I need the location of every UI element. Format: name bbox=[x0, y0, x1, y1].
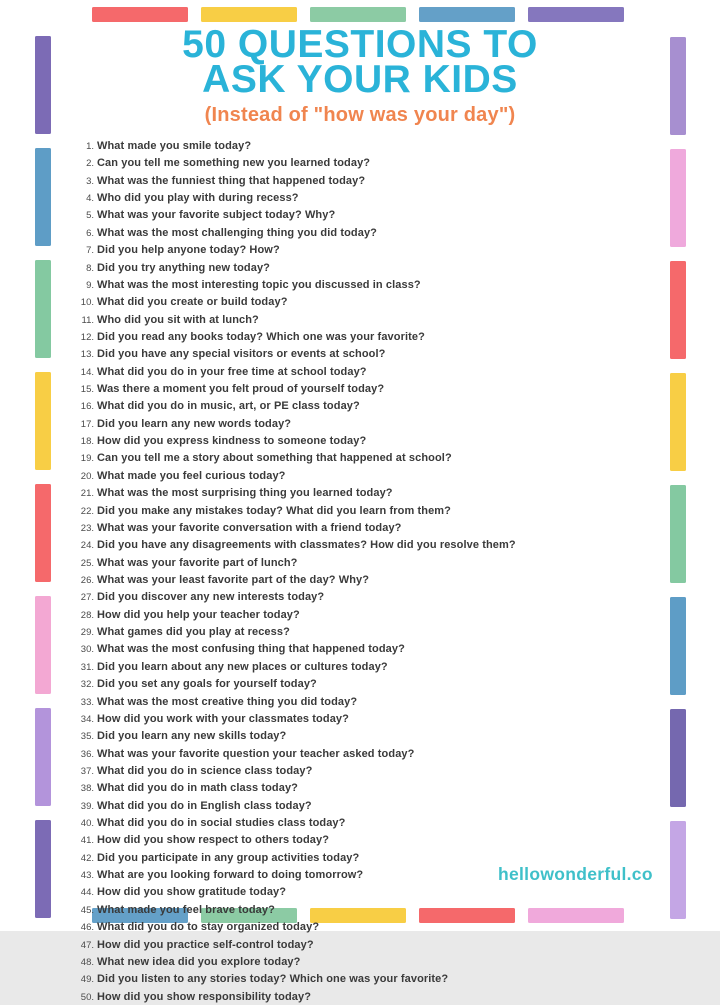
question-item bbox=[68, 311, 643, 328]
question-item bbox=[68, 432, 643, 449]
question-number: 47. bbox=[80, 939, 94, 951]
question-number: 18. bbox=[80, 436, 94, 448]
question-number: 38. bbox=[80, 783, 94, 795]
question-number: 15. bbox=[80, 384, 94, 396]
question-item bbox=[68, 970, 643, 987]
question-text: What was your favorite part of lunch? bbox=[97, 556, 298, 569]
question-item bbox=[68, 675, 643, 692]
question-item bbox=[68, 658, 643, 675]
question-text: What made you feel brave today? bbox=[97, 903, 275, 916]
question-text: What games did you play at recess? bbox=[97, 626, 290, 639]
question-item bbox=[68, 936, 643, 953]
question-number: 42. bbox=[80, 852, 94, 864]
border-bar bbox=[670, 821, 686, 919]
top-border-bars bbox=[92, 7, 624, 22]
border-bar bbox=[670, 597, 686, 695]
question-item bbox=[68, 883, 643, 900]
title-line-2: ASK YOUR KIDS bbox=[202, 58, 518, 101]
question-item bbox=[68, 814, 643, 831]
question-text: What was the most confusing thing that happened today? bbox=[97, 643, 405, 656]
border-bar bbox=[670, 149, 686, 247]
question-text: Did you have any special visitors or events at school? bbox=[97, 348, 386, 361]
question-item bbox=[68, 519, 643, 536]
question-number: 22. bbox=[80, 505, 94, 517]
question-text: What did you do in music, art, or PE class today? bbox=[97, 400, 360, 413]
website-credit: hellowonderful.co bbox=[498, 864, 653, 884]
question-text: How did you express kindness to someone today? bbox=[97, 435, 367, 448]
question-item bbox=[68, 901, 643, 918]
question-text: How did you show respect to others today? bbox=[97, 834, 330, 847]
question-number: 8. bbox=[86, 262, 94, 274]
question-number: 28. bbox=[80, 609, 94, 621]
question-item bbox=[68, 988, 643, 1005]
question-number: 36. bbox=[80, 748, 94, 760]
left-border-bars bbox=[35, 36, 51, 918]
question-number: 30. bbox=[80, 644, 94, 656]
question-item bbox=[68, 484, 643, 501]
question-text: Did you help anyone today? How? bbox=[97, 244, 280, 257]
question-text: What was your favorite conversation with a friend today? bbox=[97, 521, 402, 534]
question-number: 4. bbox=[86, 193, 94, 205]
question-item bbox=[68, 536, 643, 553]
question-number: 6. bbox=[86, 227, 94, 239]
question-text: Did you set any goals for yourself today? bbox=[97, 678, 317, 691]
question-number: 45. bbox=[80, 904, 94, 916]
border-bar bbox=[310, 7, 406, 22]
title-line-1: 50 QUESTIONS TO bbox=[182, 23, 538, 66]
question-text: What was your least favorite part of the day? Why? bbox=[97, 573, 370, 586]
question-text: Can you tell me something new you learned today? bbox=[97, 157, 371, 170]
question-text: How did you work with your classmates today? bbox=[97, 712, 349, 725]
question-item bbox=[68, 693, 643, 710]
question-item bbox=[68, 710, 643, 727]
question-item bbox=[68, 241, 643, 258]
question-item bbox=[68, 172, 643, 189]
question-text: What was the most creative thing you did today? bbox=[97, 695, 358, 708]
question-text: Did you read any books today? Which one was your favorite? bbox=[97, 330, 425, 343]
border-bar bbox=[35, 372, 51, 470]
question-number: 17. bbox=[80, 418, 94, 430]
question-text: What did you do in math class today? bbox=[97, 782, 299, 795]
question-number: 23. bbox=[80, 522, 94, 534]
question-number: 3. bbox=[86, 175, 94, 187]
question-text: How did you practice self-control today? bbox=[97, 938, 314, 951]
question-number: 24. bbox=[80, 540, 94, 552]
question-text: What did you create or build today? bbox=[97, 296, 288, 309]
question-number: 41. bbox=[80, 835, 94, 847]
question-item bbox=[68, 467, 643, 484]
question-text: Did you learn about any new places or cultures today? bbox=[97, 660, 388, 673]
question-number: 39. bbox=[80, 800, 94, 812]
question-item bbox=[68, 328, 643, 345]
question-item bbox=[68, 154, 643, 171]
question-number: 7. bbox=[86, 245, 94, 257]
question-item bbox=[68, 623, 643, 640]
question-number: 21. bbox=[80, 488, 94, 500]
question-number: 25. bbox=[80, 557, 94, 569]
question-number: 31. bbox=[80, 661, 94, 673]
question-number: 9. bbox=[86, 279, 94, 291]
question-text: How did you help your teacher today? bbox=[97, 608, 300, 621]
question-item bbox=[68, 380, 643, 397]
border-bar bbox=[35, 596, 51, 694]
question-item bbox=[68, 606, 643, 623]
question-item bbox=[68, 727, 643, 744]
question-item bbox=[68, 449, 643, 466]
question-text: How did you show responsibility today? bbox=[97, 990, 312, 1003]
border-bar bbox=[419, 7, 515, 22]
question-item bbox=[68, 640, 643, 657]
border-bar bbox=[201, 7, 297, 22]
question-item bbox=[68, 745, 643, 762]
question-number: 27. bbox=[80, 592, 94, 604]
border-bar bbox=[528, 7, 624, 22]
right-border-bars bbox=[670, 37, 686, 919]
border-bar bbox=[35, 260, 51, 358]
question-item bbox=[68, 797, 643, 814]
question-text: Did you try anything new today? bbox=[97, 261, 270, 274]
border-bar bbox=[670, 261, 686, 359]
question-text: Did you discover any new interests today? bbox=[97, 591, 325, 604]
question-number: 37. bbox=[80, 765, 94, 777]
question-number: 44. bbox=[80, 887, 94, 899]
question-number: 2. bbox=[86, 158, 94, 170]
question-item bbox=[68, 259, 643, 276]
question-number: 46. bbox=[80, 922, 94, 934]
question-item bbox=[68, 554, 643, 571]
question-number: 48. bbox=[80, 956, 94, 968]
question-item bbox=[68, 345, 643, 362]
question-item bbox=[68, 779, 643, 796]
border-bar bbox=[670, 485, 686, 583]
question-text: What was the most surprising thing you learned today? bbox=[97, 487, 393, 500]
border-bar bbox=[92, 7, 188, 22]
border-bar bbox=[35, 820, 51, 918]
question-number: 16. bbox=[80, 401, 94, 413]
question-text: What made you feel curious today? bbox=[97, 469, 286, 482]
question-item bbox=[68, 397, 643, 414]
question-text: What did you do in your free time at school today? bbox=[97, 365, 367, 378]
question-number: 10. bbox=[80, 297, 94, 309]
question-number: 43. bbox=[80, 870, 94, 882]
border-bar bbox=[35, 484, 51, 582]
question-item bbox=[68, 363, 643, 380]
question-item bbox=[68, 276, 643, 293]
question-number: 13. bbox=[80, 349, 94, 361]
question-text: What was the most challenging thing you did today? bbox=[97, 226, 378, 239]
question-item bbox=[68, 762, 643, 779]
question-number: 33. bbox=[80, 696, 94, 708]
question-item bbox=[68, 502, 643, 519]
question-text: How did you show gratitude today? bbox=[97, 886, 287, 899]
question-text: What was the funniest thing that happened today? bbox=[97, 174, 366, 187]
question-text: What did you do in social studies class today? bbox=[97, 817, 346, 830]
page-title bbox=[0, 23, 720, 101]
question-item bbox=[68, 953, 643, 970]
question-text: What did you do in science class today? bbox=[97, 764, 313, 777]
question-text: What was your favorite question your teacher asked today? bbox=[97, 747, 415, 760]
question-item bbox=[68, 206, 643, 223]
question-text: Did you learn any new words today? bbox=[97, 417, 292, 430]
question-number: 26. bbox=[80, 574, 94, 586]
question-number: 14. bbox=[80, 366, 94, 378]
question-number: 32. bbox=[80, 679, 94, 691]
question-number: 1. bbox=[86, 141, 94, 152]
question-number: 34. bbox=[80, 713, 94, 725]
question-text: Did you make any mistakes today? What did you learn from them? bbox=[97, 504, 451, 517]
question-number: 49. bbox=[80, 974, 94, 986]
border-bar bbox=[670, 709, 686, 807]
question-text: Did you have any disagreements with classmates? How did you resolve them? bbox=[97, 539, 516, 552]
question-text: What made you smile today? bbox=[97, 140, 252, 152]
question-text: Did you participate in any group activities today? bbox=[97, 851, 360, 864]
question-number: 35. bbox=[80, 731, 94, 743]
question-text: What are you looking forward to doing tomorrow? bbox=[97, 869, 364, 882]
question-text: What new idea did you explore today? bbox=[97, 955, 301, 968]
question-text: What was your favorite subject today? Why? bbox=[97, 209, 336, 222]
question-item bbox=[68, 137, 643, 154]
question-text: Was there a moment you felt proud of yourself today? bbox=[97, 383, 385, 396]
border-bar bbox=[670, 373, 686, 471]
question-text: What did you do in English class today? bbox=[97, 799, 312, 812]
question-number: 50. bbox=[80, 991, 94, 1003]
question-item bbox=[68, 588, 643, 605]
question-text: Can you tell me a story about something that happened at school? bbox=[97, 452, 452, 465]
question-text: What did you do to stay organized today? bbox=[97, 921, 320, 934]
question-text: Did you learn any new skills today? bbox=[97, 730, 287, 743]
question-item bbox=[68, 415, 643, 432]
question-text: Who did you sit with at lunch? bbox=[97, 313, 259, 326]
question-item bbox=[68, 189, 643, 206]
question-number: 12. bbox=[80, 331, 94, 343]
question-number: 40. bbox=[80, 818, 94, 830]
page-subtitle: (Instead of "how was your day") bbox=[204, 104, 516, 126]
question-text: Who did you play with during recess? bbox=[97, 192, 299, 205]
question-text: What was the most interesting topic you discussed in class? bbox=[97, 278, 421, 291]
question-number: 20. bbox=[80, 470, 94, 482]
question-number: 19. bbox=[80, 453, 94, 465]
question-number: 11. bbox=[81, 314, 94, 326]
question-item bbox=[68, 831, 643, 848]
question-number: 5. bbox=[86, 210, 94, 222]
question-item bbox=[68, 918, 643, 935]
question-item bbox=[68, 224, 643, 241]
question-item bbox=[68, 293, 643, 310]
question-text: Did you listen to any stories today? Which one was your favorite? bbox=[97, 973, 449, 986]
question-number: 29. bbox=[80, 627, 94, 639]
border-bar bbox=[35, 148, 51, 246]
border-bar bbox=[35, 708, 51, 806]
question-item bbox=[68, 571, 643, 588]
